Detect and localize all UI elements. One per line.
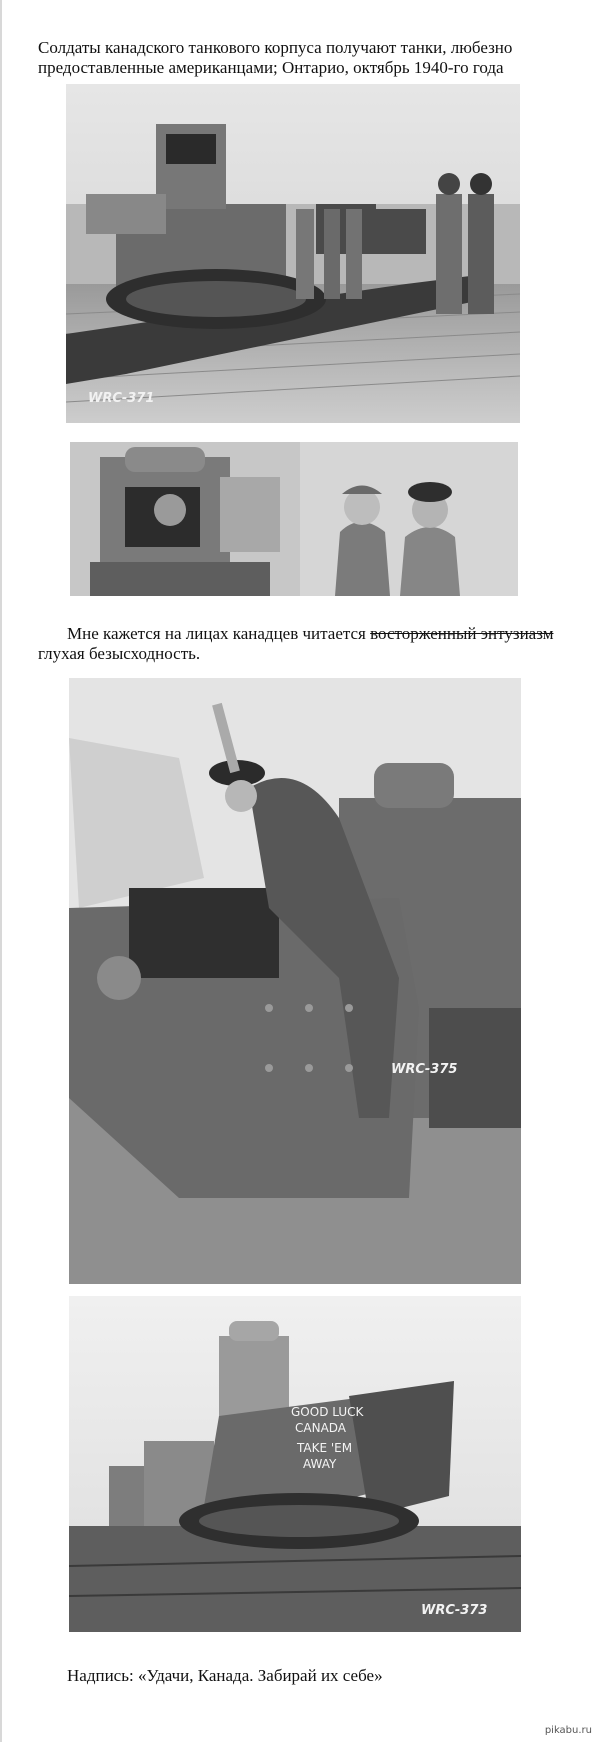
photo-engine-inspection <box>69 678 521 1284</box>
page-left-edge <box>0 0 2 1742</box>
photo-tank-inscription-image <box>69 1296 521 1632</box>
photo-code-1: WRC-371 <box>88 391 155 406</box>
comment-tail: глухая безысходность. <box>38 644 201 663</box>
photo-tank-unloading-image <box>66 84 520 423</box>
photo-code-3: WRC-375 <box>391 1062 458 1077</box>
tank-writing-line-4: AWAY <box>303 1457 337 1471</box>
tank-writing-line-3: TAKE 'EM <box>297 1441 353 1455</box>
tank-writing-line-2: CANADA <box>295 1421 347 1435</box>
photo-tank-inscription <box>69 1296 521 1632</box>
photo-soldiers-closeup <box>70 442 518 596</box>
tank-writing-line-1: GOOD LUCK <box>291 1405 364 1419</box>
inscription-caption: Надпись: «Удачи, Канада. Забирай их себе» <box>67 1666 383 1685</box>
photo-engine-inspection-image <box>69 678 521 1284</box>
photo-code-4: WRC-373 <box>421 1603 488 1618</box>
photo-soldiers-closeup-image <box>70 442 518 596</box>
comment-strikethrough: восторженный энтузиазм <box>370 624 554 643</box>
source-watermark: pikabu.ru <box>544 1725 592 1736</box>
intro-paragraph: Солдаты канадского танкового корпуса получают танки, любезно предоставленные американцами; Онтарио, октябрь 1940-го года <box>38 38 513 77</box>
comment-paragraph <box>38 624 578 664</box>
photo-tank-unloading <box>66 84 520 423</box>
comment-lead: Мне кажется на лицах канадцев читается <box>67 624 371 643</box>
